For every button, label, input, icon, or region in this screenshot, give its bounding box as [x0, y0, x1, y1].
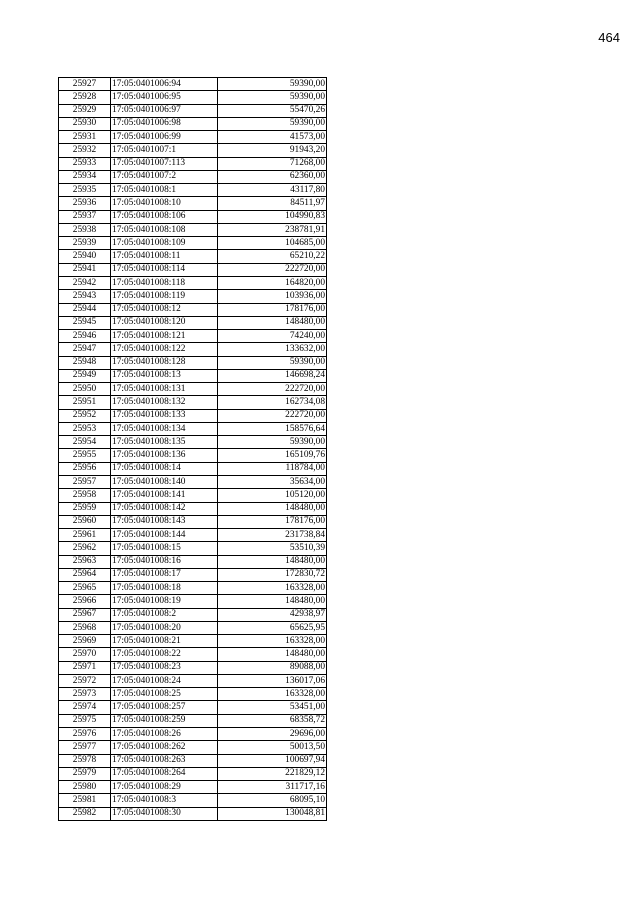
row-number-cell: 25932 — [59, 144, 111, 157]
cadastral-number-cell: 17:05:0401008:10 — [111, 197, 218, 210]
table-row — [59, 223, 327, 236]
row-number-cell: 25967 — [59, 608, 111, 621]
row-number-cell: 25974 — [59, 701, 111, 714]
table-row — [59, 582, 327, 595]
row-number-cell: 25970 — [59, 648, 111, 661]
table-row — [59, 250, 327, 263]
table-row — [59, 343, 327, 356]
table-row — [59, 621, 327, 634]
table-row — [59, 754, 327, 767]
cadastral-number-cell: 17:05:0401008:16 — [111, 555, 218, 568]
cadastral-number-cell: 17:05:0401008:108 — [111, 223, 218, 236]
table-row — [59, 568, 327, 581]
cadastral-value-cell: 100697,94 — [218, 754, 327, 767]
row-number-cell: 25943 — [59, 290, 111, 303]
row-number-cell: 25935 — [59, 184, 111, 197]
table-row — [59, 781, 327, 794]
table-row — [59, 515, 327, 528]
cadastral-number-cell: 17:05:0401008:11 — [111, 250, 218, 263]
table-row — [59, 78, 327, 91]
row-number-cell: 25942 — [59, 276, 111, 289]
cadastral-number-cell: 17:05:0401008:262 — [111, 741, 218, 754]
table-row — [59, 449, 327, 462]
cadastral-value-cell: 103936,00 — [218, 290, 327, 303]
cadastral-number-cell: 17:05:0401008:12 — [111, 303, 218, 316]
row-number-cell: 25976 — [59, 728, 111, 741]
cadastral-value-cell: 68358,72 — [218, 714, 327, 727]
row-number-cell: 25982 — [59, 807, 111, 820]
row-number-cell: 25969 — [59, 635, 111, 648]
cadastral-number-cell: 17:05:0401008:122 — [111, 343, 218, 356]
table-row — [59, 409, 327, 422]
row-number-cell: 25960 — [59, 515, 111, 528]
cadastral-number-cell: 17:05:0401008:144 — [111, 529, 218, 542]
row-number-cell: 25956 — [59, 462, 111, 475]
cadastral-number-cell: 17:05:0401008:26 — [111, 728, 218, 741]
cadastral-number-cell: 17:05:0401008:29 — [111, 781, 218, 794]
table-row — [59, 767, 327, 780]
cadastral-value-cell: 133632,00 — [218, 343, 327, 356]
cadastral-number-cell: 17:05:0401008:119 — [111, 290, 218, 303]
cadastral-value-cell: 222720,00 — [218, 409, 327, 422]
cadastral-value-cell: 65210,22 — [218, 250, 327, 263]
table-row — [59, 356, 327, 369]
cadastral-number-cell: 17:05:0401008:131 — [111, 383, 218, 396]
cadastral-value-cell: 148480,00 — [218, 502, 327, 515]
page-number: 464 — [598, 30, 620, 45]
cadastral-number-cell: 17:05:0401008:13 — [111, 369, 218, 382]
cadastral-value-cell: 165109,76 — [218, 449, 327, 462]
cadastral-value-cell: 158576,64 — [218, 422, 327, 435]
row-number-cell: 25950 — [59, 383, 111, 396]
cadastral-value-cell: 164820,00 — [218, 276, 327, 289]
cadastral-value-cell: 163328,00 — [218, 688, 327, 701]
cadastral-value-cell: 130048,81 — [218, 807, 327, 820]
table-row — [59, 741, 327, 754]
row-number-cell: 25973 — [59, 688, 111, 701]
cadastral-value-cell: 71268,00 — [218, 157, 327, 170]
cadastral-value-cell: 311717,16 — [218, 781, 327, 794]
cadastral-number-cell: 17:05:0401008:23 — [111, 661, 218, 674]
cadastral-number-cell: 17:05:0401008:257 — [111, 701, 218, 714]
cadastral-value-cell: 53451,00 — [218, 701, 327, 714]
table-row — [59, 117, 327, 130]
row-number-cell: 25968 — [59, 621, 111, 634]
cadastral-number-cell: 17:05:0401008:263 — [111, 754, 218, 767]
row-number-cell: 25962 — [59, 542, 111, 555]
table-row — [59, 184, 327, 197]
row-number-cell: 25949 — [59, 369, 111, 382]
table-row — [59, 91, 327, 104]
cadastral-value-cell: 59390,00 — [218, 356, 327, 369]
table-row — [59, 608, 327, 621]
table-row — [59, 635, 327, 648]
row-number-cell: 25966 — [59, 595, 111, 608]
row-number-cell: 25931 — [59, 131, 111, 144]
table-row — [59, 595, 327, 608]
table-row — [59, 502, 327, 515]
row-number-cell: 25952 — [59, 409, 111, 422]
cadastral-number-cell: 17:05:0401008:135 — [111, 436, 218, 449]
table-row — [59, 131, 327, 144]
cadastral-number-cell: 17:05:0401008:143 — [111, 515, 218, 528]
cadastral-value-cell: 104685,00 — [218, 237, 327, 250]
cadastral-number-cell: 17:05:0401008:133 — [111, 409, 218, 422]
cadastral-number-cell: 17:05:0401006:94 — [111, 78, 218, 91]
cadastral-value-cell: 74240,00 — [218, 330, 327, 343]
row-number-cell: 25945 — [59, 316, 111, 329]
table-row — [59, 144, 327, 157]
row-number-cell: 25965 — [59, 582, 111, 595]
cadastral-value-cell: 42938,97 — [218, 608, 327, 621]
cadastral-value-cell: 59390,00 — [218, 117, 327, 130]
cadastral-number-cell: 17:05:0401007:113 — [111, 157, 218, 170]
cadastral-value-cell: 162734,08 — [218, 396, 327, 409]
row-number-cell: 25948 — [59, 356, 111, 369]
cadastral-number-cell: 17:05:0401008:114 — [111, 263, 218, 276]
table-row — [59, 794, 327, 807]
row-number-cell: 25972 — [59, 674, 111, 687]
cadastral-number-cell: 17:05:0401008:18 — [111, 582, 218, 595]
cadastral-value-cell: 148480,00 — [218, 648, 327, 661]
row-number-cell: 25971 — [59, 661, 111, 674]
row-number-cell: 25980 — [59, 781, 111, 794]
table-row — [59, 661, 327, 674]
cadastral-value-cell: 43117,80 — [218, 184, 327, 197]
row-number-cell: 25979 — [59, 767, 111, 780]
cadastral-value-cell: 29696,00 — [218, 728, 327, 741]
row-number-cell: 25958 — [59, 489, 111, 502]
cadastral-value-cell: 222720,00 — [218, 383, 327, 396]
row-number-cell: 25953 — [59, 422, 111, 435]
table-row — [59, 303, 327, 316]
row-number-cell: 25928 — [59, 91, 111, 104]
cadastral-value-cell: 221829,12 — [218, 767, 327, 780]
cadastral-number-cell: 17:05:0401008:121 — [111, 330, 218, 343]
cadastral-value-cell: 118784,00 — [218, 462, 327, 475]
table-row — [59, 290, 327, 303]
cadastral-value-cell: 163328,00 — [218, 582, 327, 595]
cadastral-number-cell: 17:05:0401008:3 — [111, 794, 218, 807]
cadastral-value-cell: 91943,20 — [218, 144, 327, 157]
row-number-cell: 25961 — [59, 529, 111, 542]
table-row — [59, 197, 327, 210]
cadastral-number-cell: 17:05:0401008:25 — [111, 688, 218, 701]
cadastral-value-cell: 59390,00 — [218, 91, 327, 104]
table-row — [59, 237, 327, 250]
row-number-cell: 25981 — [59, 794, 111, 807]
row-number-cell: 25977 — [59, 741, 111, 754]
table-row — [59, 369, 327, 382]
cadastral-value-cell: 62360,00 — [218, 170, 327, 183]
cadastral-number-cell: 17:05:0401008:15 — [111, 542, 218, 555]
table-body — [59, 78, 327, 821]
row-number-cell: 25930 — [59, 117, 111, 130]
table-row — [59, 648, 327, 661]
cadastral-number-cell: 17:05:0401007:2 — [111, 170, 218, 183]
row-number-cell: 25957 — [59, 475, 111, 488]
row-number-cell: 25933 — [59, 157, 111, 170]
table-row — [59, 489, 327, 502]
row-number-cell: 25964 — [59, 568, 111, 581]
row-number-cell: 25940 — [59, 250, 111, 263]
cadastral-number-cell: 17:05:0401008:136 — [111, 449, 218, 462]
row-number-cell: 25963 — [59, 555, 111, 568]
table-row — [59, 807, 327, 820]
row-number-cell: 25955 — [59, 449, 111, 462]
cadastral-value-cell: 163328,00 — [218, 635, 327, 648]
row-number-cell: 25978 — [59, 754, 111, 767]
cadastral-value-cell: 148480,00 — [218, 555, 327, 568]
cadastral-number-cell: 17:05:0401008:22 — [111, 648, 218, 661]
row-number-cell: 25934 — [59, 170, 111, 183]
cadastral-number-cell: 17:05:0401008:24 — [111, 674, 218, 687]
cadastral-number-cell: 17:05:0401008:19 — [111, 595, 218, 608]
row-number-cell: 25954 — [59, 436, 111, 449]
cadastral-number-cell: 17:05:0401008:120 — [111, 316, 218, 329]
cadastral-number-cell: 17:05:0401008:132 — [111, 396, 218, 409]
table-row — [59, 555, 327, 568]
cadastral-value-table — [58, 77, 327, 821]
table-row — [59, 396, 327, 409]
table-row — [59, 383, 327, 396]
cadastral-number-cell: 17:05:0401008:14 — [111, 462, 218, 475]
cadastral-number-cell: 17:05:0401008:106 — [111, 210, 218, 223]
table-row — [59, 422, 327, 435]
cadastral-value-cell: 68095,10 — [218, 794, 327, 807]
cadastral-value-cell: 84511,97 — [218, 197, 327, 210]
cadastral-number-cell: 17:05:0401008:20 — [111, 621, 218, 634]
cadastral-number-cell: 17:05:0401007:1 — [111, 144, 218, 157]
row-number-cell: 25941 — [59, 263, 111, 276]
cadastral-value-cell: 65625,95 — [218, 621, 327, 634]
cadastral-value-cell: 41573,00 — [218, 131, 327, 144]
cadastral-number-cell: 17:05:0401008:21 — [111, 635, 218, 648]
cadastral-number-cell: 17:05:0401008:109 — [111, 237, 218, 250]
cadastral-number-cell: 17:05:0401008:118 — [111, 276, 218, 289]
cadastral-number-cell: 17:05:0401008:259 — [111, 714, 218, 727]
cadastral-number-cell: 17:05:0401008:17 — [111, 568, 218, 581]
cadastral-value-cell: 50013,50 — [218, 741, 327, 754]
cadastral-number-cell: 17:05:0401008:128 — [111, 356, 218, 369]
cadastral-value-cell: 148480,00 — [218, 316, 327, 329]
cadastral-value-cell: 89088,00 — [218, 661, 327, 674]
row-number-cell: 25944 — [59, 303, 111, 316]
cadastral-number-cell: 17:05:0401006:99 — [111, 131, 218, 144]
table-row — [59, 728, 327, 741]
row-number-cell: 25939 — [59, 237, 111, 250]
row-number-cell: 25975 — [59, 714, 111, 727]
row-number-cell: 25938 — [59, 223, 111, 236]
cadastral-number-cell: 17:05:0401008:264 — [111, 767, 218, 780]
table-row — [59, 542, 327, 555]
cadastral-value-cell: 172830,72 — [218, 568, 327, 581]
table-row — [59, 104, 327, 117]
cadastral-value-cell: 35634,00 — [218, 475, 327, 488]
table-row — [59, 263, 327, 276]
cadastral-value-cell: 53510,39 — [218, 542, 327, 555]
cadastral-value-cell: 178176,00 — [218, 515, 327, 528]
table-row — [59, 529, 327, 542]
table-row — [59, 316, 327, 329]
cadastral-number-cell: 17:05:0401006:95 — [111, 91, 218, 104]
cadastral-value-cell: 178176,00 — [218, 303, 327, 316]
table-row — [59, 157, 327, 170]
cadastral-value-cell: 238781,91 — [218, 223, 327, 236]
cadastral-number-cell: 17:05:0401008:1 — [111, 184, 218, 197]
cadastral-number-cell: 17:05:0401008:134 — [111, 422, 218, 435]
table-row — [59, 170, 327, 183]
cadastral-number-cell: 17:05:0401008:142 — [111, 502, 218, 515]
cadastral-value-cell: 222720,00 — [218, 263, 327, 276]
table-row — [59, 674, 327, 687]
cadastral-value-cell: 146698,24 — [218, 369, 327, 382]
cadastral-number-cell: 17:05:0401008:2 — [111, 608, 218, 621]
row-number-cell: 25959 — [59, 502, 111, 515]
cadastral-value-cell: 104990,83 — [218, 210, 327, 223]
cadastral-number-cell: 17:05:0401006:97 — [111, 104, 218, 117]
cadastral-value-cell: 59390,00 — [218, 436, 327, 449]
row-number-cell: 25937 — [59, 210, 111, 223]
row-number-cell: 25927 — [59, 78, 111, 91]
table-row — [59, 475, 327, 488]
table-row — [59, 330, 327, 343]
table-row — [59, 210, 327, 223]
row-number-cell: 25946 — [59, 330, 111, 343]
cadastral-number-cell: 17:05:0401008:30 — [111, 807, 218, 820]
cadastral-value-cell: 231738,84 — [218, 529, 327, 542]
cadastral-value-cell: 105120,00 — [218, 489, 327, 502]
cadastral-value-cell: 136017,06 — [218, 674, 327, 687]
cadastral-value-cell: 59390,00 — [218, 78, 327, 91]
table-row — [59, 714, 327, 727]
cadastral-value-cell: 55470,26 — [218, 104, 327, 117]
table-row — [59, 462, 327, 475]
cadastral-number-cell: 17:05:0401008:140 — [111, 475, 218, 488]
table-row — [59, 701, 327, 714]
row-number-cell: 25929 — [59, 104, 111, 117]
row-number-cell: 25936 — [59, 197, 111, 210]
table-row — [59, 688, 327, 701]
table-row — [59, 436, 327, 449]
cadastral-number-cell: 17:05:0401006:98 — [111, 117, 218, 130]
cadastral-number-cell: 17:05:0401008:141 — [111, 489, 218, 502]
row-number-cell: 25951 — [59, 396, 111, 409]
table-row — [59, 276, 327, 289]
row-number-cell: 25947 — [59, 343, 111, 356]
cadastral-value-cell: 148480,00 — [218, 595, 327, 608]
